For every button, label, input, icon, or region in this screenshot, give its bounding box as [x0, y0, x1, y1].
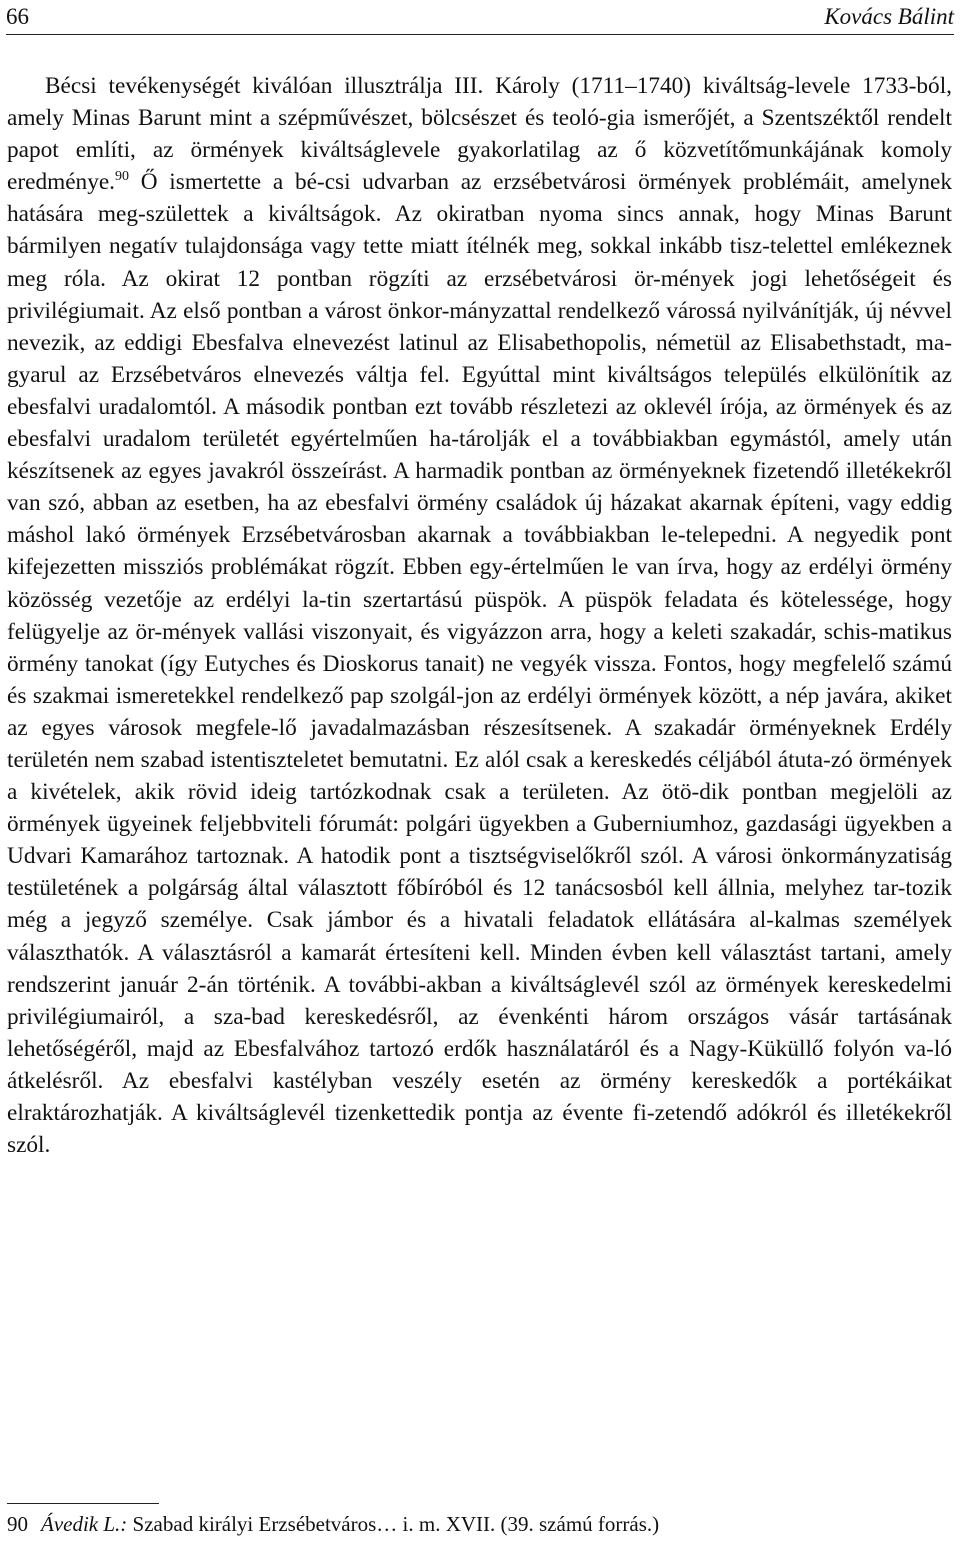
body-text-part2: Ő ismertette a bé-csi udvarban az erzsébetvárosi örmények problémáit, amelynek hatására meg-születtek a kiváltságok. Az okiratban nyoma sincs annak, hogy Minas Barunt bármilyen negatív tulajdonsága vagy tette miatt ítélnék meg, sokkal inkább tisz-telettel emlékeznek meg róla. Az okirat 12 pontban rögzíti az erzsébetvárosi ör-mények jogi lehetőségeit és privilégiumait. Az első pontban a várost önkor-mányzattal rendelkező várossá nyilvánítják, új névvel nevezik, az eddigi Ebesfalva elnevezést latinul az Elisabethopolis, németül az Elisabethstadt, ma-gyarul az Erzsébetváros elnevezés váltja fel. Egyúttal mint kiváltságos település elkülönítik az ebesfalvi uradalomtól. A második pontban ezt tovább részletezi az oklevél írója, az örmények és az ebesfalvi uradalom területét egyértelműen ha-tárolják el a továbbiakban egymástól, amely után készítsenek az egyes javakról összeírást. A harmadik pontban az örményeknek fizetendő illetékekről van szó, abban az esetben, ha az ebesfalvi örmény családok új házakat akarnak építeni, vagy eddig máshol lakó örmények Erzsébetvárosban akarnak a továbbiakban le-telepedni. A negyedik pont kifejezetten missziós problémákat rögzít. Ebben egy-értelműen le van írva, hogy az erdélyi örmény közösség vezetője az erdélyi la-tin szertartású püspök. A püspök feladata és kötelessége, hogy felügyelje az ör-mények vallási viszonyait, és vigyázzon arra, hogy a keleti szakadár, schis-matikus örmény tanokat (így Eutyches és Dioskorus tanait) ne vegyék vissza. Fontos, hogy megfelelő számú és szakmai ismeretekkel rendelkező pap szolgál-jon az erdélyi örmények között, a nép javára, akiket az egyes városok megfele-lő javadalmazásban részesítsenek. A szakadár örményeknek Erdély területén nem szabad istentiszteletet bemutatni. Ez alól csak a kereskedés céljából átuta-zó örmények a kivételek, akik rövid ideig tartózkodnak csak a területen. Az ötö-dik pontban megjelöli az örmények ügyeinek feljebbviteli fórumát: polgári ügyekben a Guberniumhoz, gazdasági ügyekben a Udvari Kamarához tartoznak. A hatodik pont a tisztségviselőkről szól. A városi önkormányzatiság testületének a polgárság által választott főbíróból és 12 tanácsosból kell állnia, melyhez tar-tozik még a jegyző személye. Csak jámbor és a hivatali feladatok ellátására al-kalmas személyek választhatók. A választásról a kamarát értesíteni kell. Minden évben kell választást tartani, amely rendszerint január 2-án történik. A további-akban a kiváltságlevél szól az örmények kereskedelmi privilégiumairól, a sza-bad kereskedésről, az évenkénti három országos vásár tartásának lehetőségéről, majd az Ebesfalvához tartozó erdők használatáról és a Nagy-Küküllő folyón va-ló átkelésről. Az ebesfalvi kastélyban veszély esetén az örmény kereskedők a portékáikat elraktározhatják. A kiváltságlevél tizenkettedik pontja az évente fi-zetendő adókról és illetékekről szól. — [7, 169, 952, 1159]
body-text-part1: Bécsi tevékenységét kiválóan illusztrálja III. Károly (1711–1740) kiváltság-levele 1733-ból, amely Minas Barunt mint a szépművészet, bölcsészet és teoló-gia ismerőjét, a Szentszéktől rendelt papot említi, az örmények kiváltságlevele gyakorlatilag az ő közvetítőmunkájának komoly eredménye. — [7, 73, 952, 196]
footnote-reference[interactable]: 90 — [115, 169, 130, 185]
page-number: 66 — [6, 4, 29, 29]
footnote-text: Szabad királyi Erzsébetváros… i. m. XVII. (39. számú forrás.) — [127, 1512, 660, 1536]
body-paragraph — [7, 70, 952, 1161]
footnote-author: Ávedik L.: — [41, 1512, 128, 1536]
page-header — [6, 0, 954, 35]
footnote — [7, 1510, 659, 1538]
running-title: Kovács Bálint — [824, 4, 954, 29]
footnote-number: 90 — [7, 1512, 28, 1536]
footnote-divider — [7, 1503, 159, 1504]
